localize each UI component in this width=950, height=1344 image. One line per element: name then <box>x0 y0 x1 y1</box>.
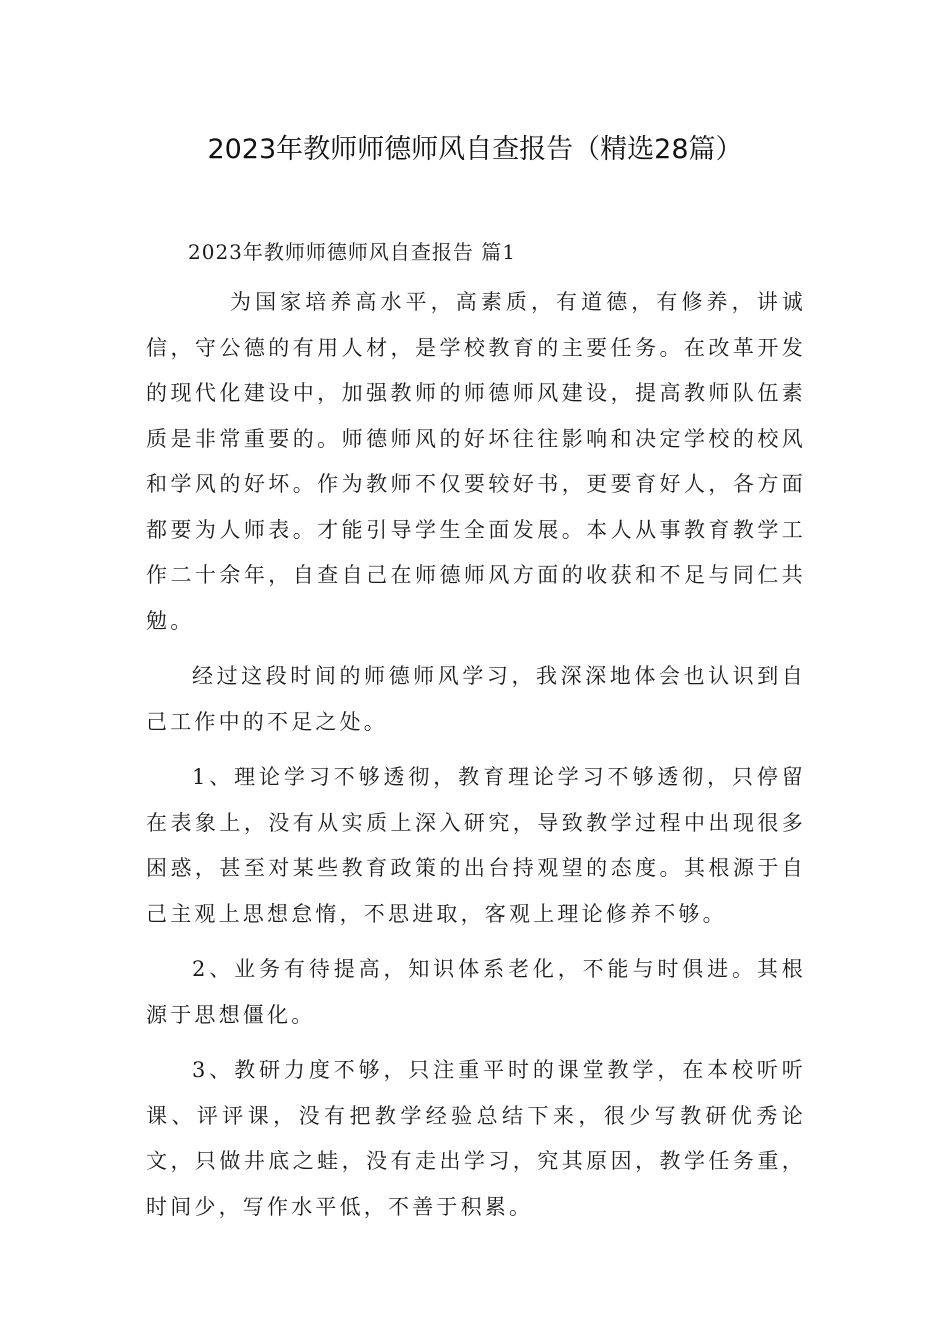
paragraph-intro: 为国家培养高水平，高素质，有道德，有修养，讲诚信，守公德的有用人材，是学校教育的主要任务。在改革开发的现代化建设中，加强教师的师德师风建设，提高教师队伍素质是非常重要的。师德师风的好坏往往影响和决定学校的校风和学风的好坏。作为教师不仅要较好书，更要育好人，各方面都要为人师表。才能引导学生全面发展。本人从事教育教学工作二十余年，自查自己在师德师风方面的收获和不足与同仁共勉。 <box>146 290 806 633</box>
paragraph-item-2: 2、业务有待提高，知识体系老化，不能与时俱进。其根源于思想僵化。 <box>146 957 806 1027</box>
document-title: 2023年教师师德师风自查报告（精选28篇） <box>207 134 743 165</box>
section-heading: 2023年教师师德师风自查报告 篇1 <box>188 240 516 264</box>
paragraph-item-1: 1、理论学习不够透彻，教育理论学习不够透彻，只停留在表象上，没有从实质上深入研究，导致教学过程中出现很多困惑，甚至对某些教育政策的出台持观望的态度。其根源于自己主观上思想怠惰，不思进取，客观上理论修养不够。 <box>146 765 806 926</box>
document-body <box>146 230 806 1230</box>
paragraph-reflection: 经过这段时间的师德师风学习，我深深地体会也认识到自己工作中的不足之处。 <box>146 664 806 734</box>
paragraph-item-3: 3、教研力度不够，只注重平时的课堂教学，在本校听听课、评评课，没有把教学经验总结下来，很少写教研优秀论文，只做井底之蛙，没有走出学习，究其原因，教学任务重，时间少，写作水平低，不善于积累。 <box>146 1058 806 1219</box>
